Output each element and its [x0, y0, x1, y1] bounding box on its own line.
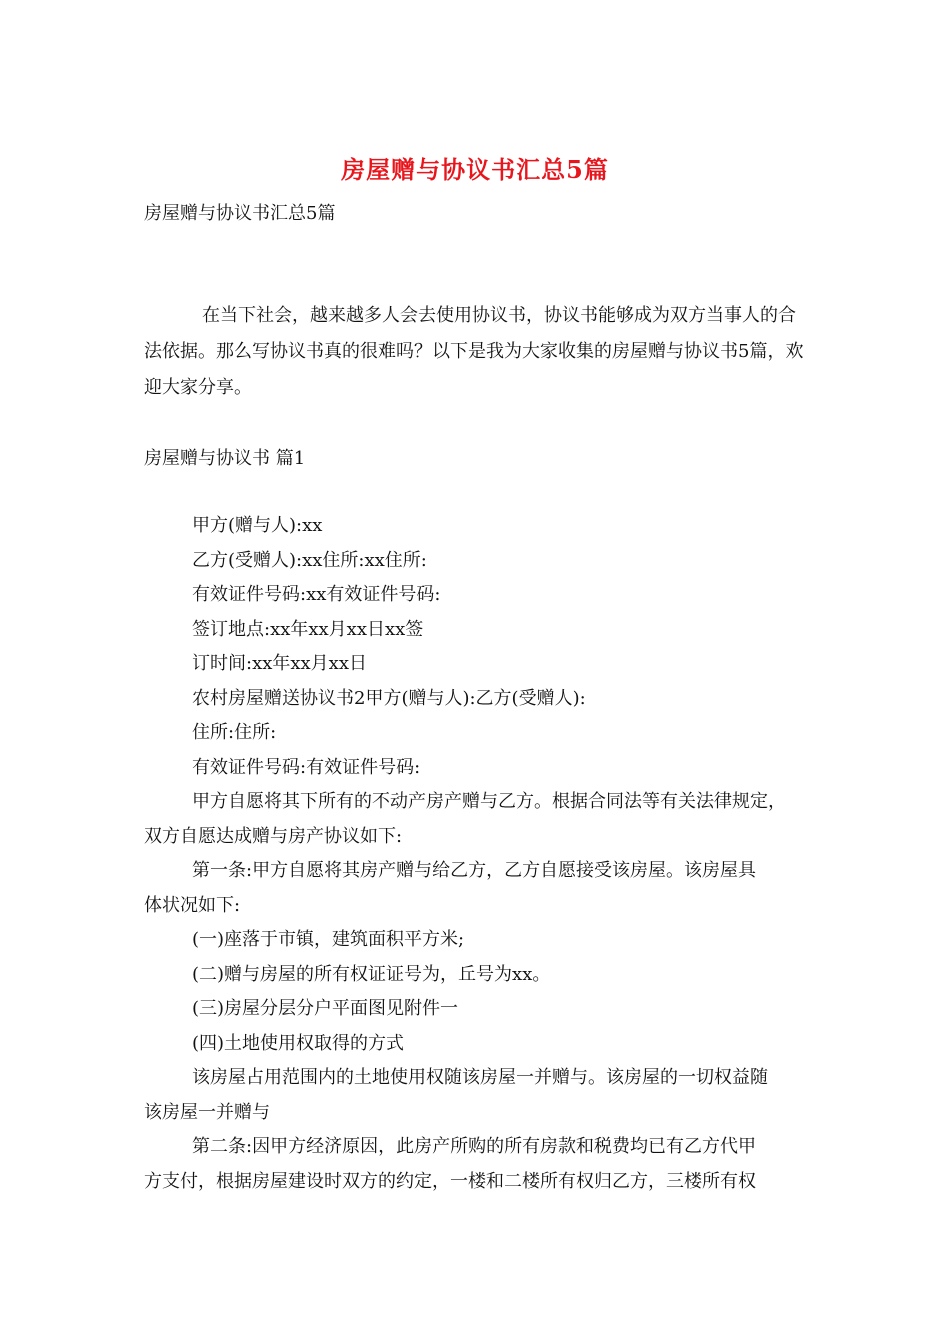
body-line: 住所:住所: — [192, 722, 277, 743]
body-line: 有效证件号码:xx有效证件号码: — [192, 584, 441, 605]
body-line: (三)房屋分层分户平面图见附件一 — [192, 998, 459, 1019]
body-line: 签订地点:xx年xx月xx日xx签 — [192, 618, 424, 640]
document-subtitle: 房屋赠与协议书汇总5篇 — [144, 203, 336, 224]
body-line: 第一条:甲方自愿将其房产赠与给乙方，乙方自愿接受该房屋。该房屋具 — [192, 860, 757, 881]
body-line: 甲方自愿将其下所有的不动产房产赠与乙方。根据合同法等有关法律规定， — [192, 791, 786, 812]
body-line: 农村房屋赠送协议书2甲方(赠与人):乙方(受赠人): — [192, 687, 586, 709]
body-line: 双方自愿达成赠与房产协议如下: — [144, 825, 403, 847]
body-line: 第二条:因甲方经济原因，此房产所购的所有房款和税费均已有乙方代甲 — [192, 1136, 757, 1157]
section-heading: 房屋赠与协议书 篇1 — [144, 448, 306, 469]
body-line: 有效证件号码:有效证件号码: — [192, 756, 421, 778]
body-line: (二)赠与房屋的所有权证证号为，丘号为xx。 — [192, 963, 551, 985]
agreement-body — [144, 509, 816, 1199]
body-line: 乙方(受赠人):xx住所:xx住所: — [192, 549, 427, 571]
body-line: 方支付，根据房屋建设时双方的约定，一楼和二楼所有权归乙方，三楼所有权 — [144, 1170, 756, 1192]
body-line: 该房屋占用范围内的土地使用权随该房屋一并赠与。该房屋的一切权益随 — [192, 1067, 768, 1088]
body-line: (一)座落于市镇，建筑面积平方米; — [192, 929, 465, 950]
body-line: 甲方(赠与人):xx — [192, 515, 323, 536]
document-title: 房屋赠与协议书汇总5篇 — [341, 155, 609, 184]
intro-paragraph: 在当下社会，越来越多人会去使用协议书，协议书能够成为双方当事人的合法依据。那么写协议书真的很难吗？以下是我为大家收集的房屋赠与协议书5篇，欢迎大家分享。 — [144, 305, 804, 398]
body-line: 订时间:xx年xx月xx日 — [192, 653, 367, 674]
body-line: 体状况如下: — [144, 894, 241, 916]
body-line: (四)土地使用权取得的方式 — [192, 1032, 405, 1054]
body-line: 该房屋一并赠与 — [144, 1101, 270, 1123]
